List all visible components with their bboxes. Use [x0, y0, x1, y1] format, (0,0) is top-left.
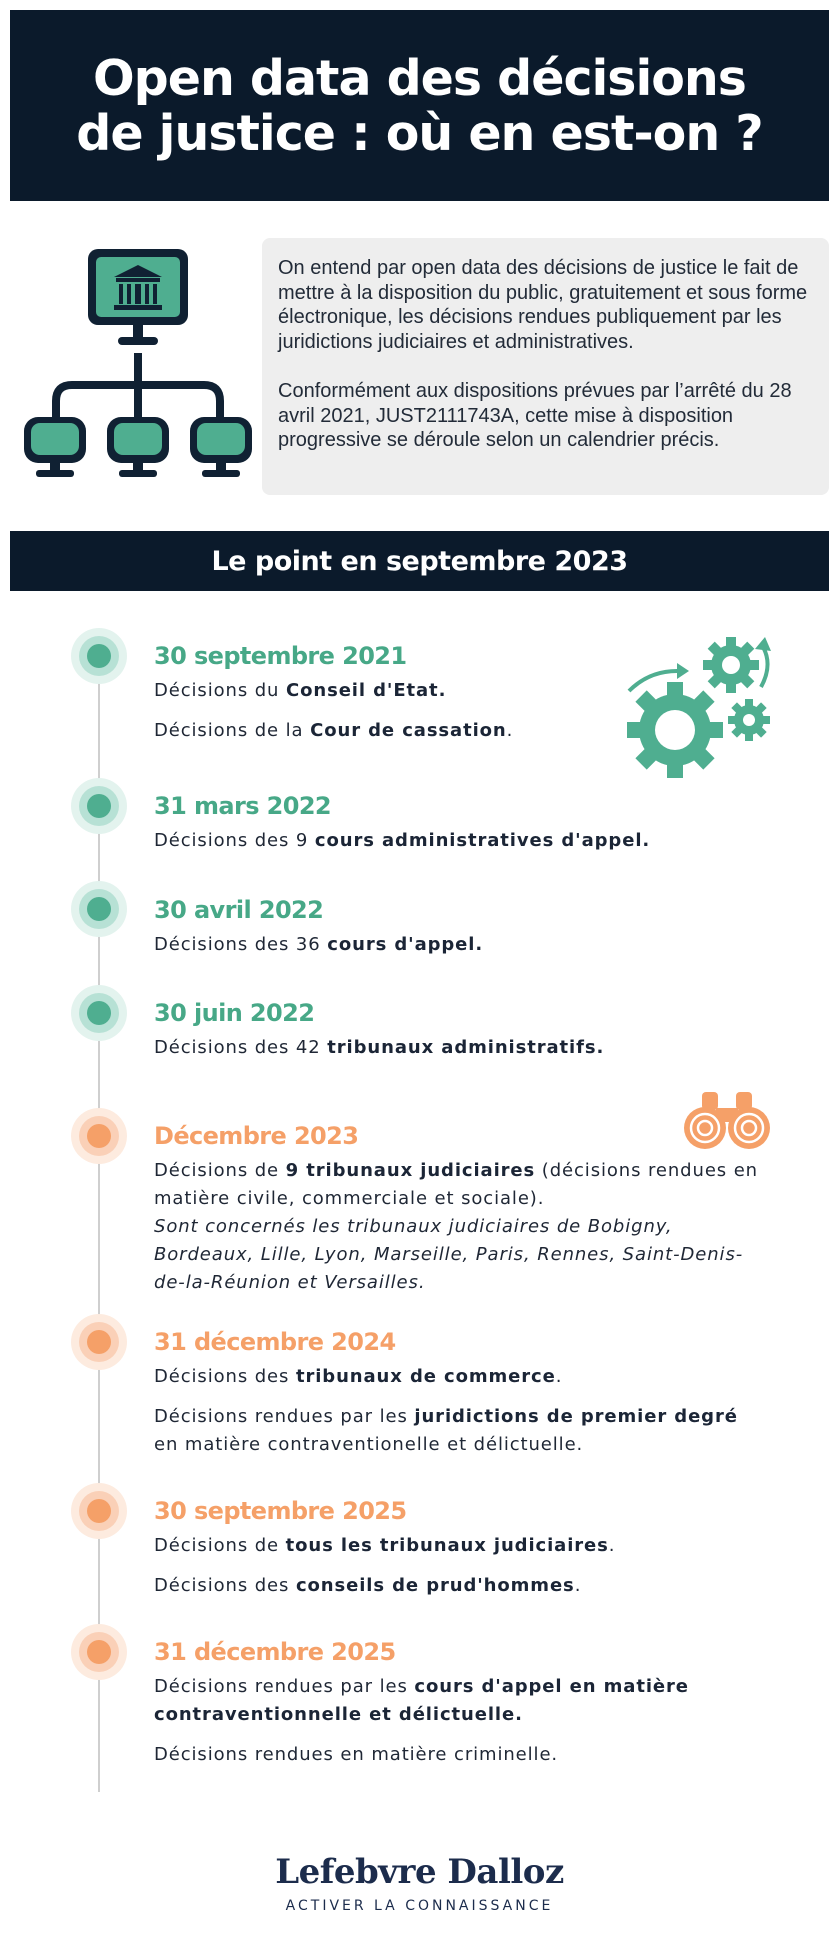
timeline-entry [154, 895, 794, 959]
timeline-dot [71, 881, 127, 937]
timeline-dot [71, 778, 127, 834]
timeline-line-text: Décisions rendues en matière criminelle. [154, 1744, 559, 1765]
binoculars-icon [684, 1090, 770, 1150]
timeline-line-text: Décisions des 42 tribunaux administratifs. [154, 1037, 605, 1058]
title-line-1: Open data des décisions [93, 49, 746, 107]
timeline-line-text: Décisions de 9 tribunaux judiciaires (décisions rendues en [154, 1160, 758, 1181]
timeline-line-text: Décisions de la Cour de cassation. [154, 720, 514, 741]
page-title [76, 51, 762, 161]
timeline-line-text: matière civile, commerciale et sociale). [154, 1188, 545, 1209]
title-line-2: de justice : où en est-on ? [76, 104, 763, 162]
timeline-line-text: contraventionnelle et délictuelle. [154, 1704, 523, 1725]
intro-paragraph-2: Conformément aux dispositions prévues par l’arrêté du 28 avril 2021, JUST2111743A, cette mise à disposition progressive se déroule selon un calendrier précis. [278, 380, 792, 451]
timeline-entry [154, 1496, 794, 1600]
timeline-entry [154, 1637, 794, 1769]
timeline-line-text: Décisions des tribunaux de commerce. [154, 1366, 563, 1387]
header-banner [10, 10, 829, 201]
timeline-dot [71, 628, 127, 684]
timeline-date: 30 avril 2022 [154, 896, 324, 924]
timeline-entry [154, 998, 794, 1062]
timeline-entry [154, 791, 794, 855]
intro-text-box [262, 238, 829, 495]
timeline-line-text: Décisions des conseils de prud'hommes. [154, 1575, 582, 1596]
timeline-date: 31 mars 2022 [154, 792, 332, 820]
timeline-date: 30 septembre 2025 [154, 1497, 407, 1525]
timeline-date: 30 juin 2022 [154, 999, 315, 1027]
timeline-date: Décembre 2023 [154, 1122, 359, 1150]
section-title: Le point en septembre 2023 [211, 545, 628, 577]
timeline-line-text: Décisions du Conseil d'Etat. [154, 680, 447, 701]
timeline-line-text: en matière contraventionelle et délictuelle. [154, 1434, 584, 1455]
brand-logo: Lefebvre Dalloz [275, 1852, 564, 1892]
section-band [10, 531, 829, 591]
timeline-entry [154, 1327, 794, 1459]
intro-paragraph-1: On entend par open data des décisions de justice le fait de mettre à la disposition du public, gratuitement et sous forme électronique, les décisions rendues publiquement par les juridictions judiciaires et administratives. [278, 257, 808, 353]
timeline-line-text: Décisions rendues par les cours d'appel en matière [154, 1676, 689, 1697]
timeline-dot [71, 985, 127, 1041]
timeline-line-text: Décisions des 36 cours d'appel. [154, 934, 484, 955]
timeline-dot [71, 1314, 127, 1370]
timeline-italic-text: Bordeaux, Lille, Lyon, Marseille, Paris, Rennes, Saint-Denis- [154, 1244, 744, 1265]
timeline-line-text: Décisions de tous les tribunaux judiciaires. [154, 1535, 616, 1556]
timeline-dot [71, 1624, 127, 1680]
timeline-italic-text: de-la-Réunion et Versailles. [154, 1272, 426, 1293]
timeline-line-text: Décisions rendues par les juridictions de premier degré [154, 1406, 738, 1427]
timeline-dot [71, 1108, 127, 1164]
timeline-line-text: Décisions des 9 cours administratives d'appel. [154, 830, 651, 851]
court-network-icon [22, 245, 254, 477]
timeline-date: 31 décembre 2025 [154, 1638, 396, 1666]
timeline-italic-text: Sont concernés les tribunaux judiciaires de Bobigny, [154, 1216, 673, 1237]
timeline-date: 30 septembre 2021 [154, 642, 407, 670]
timeline-dot [71, 1483, 127, 1539]
gears-icon [625, 635, 775, 780]
brand-tagline: ACTIVER LA CONNAISSANCE [285, 1898, 554, 1914]
timeline-date: 31 décembre 2024 [154, 1328, 396, 1356]
